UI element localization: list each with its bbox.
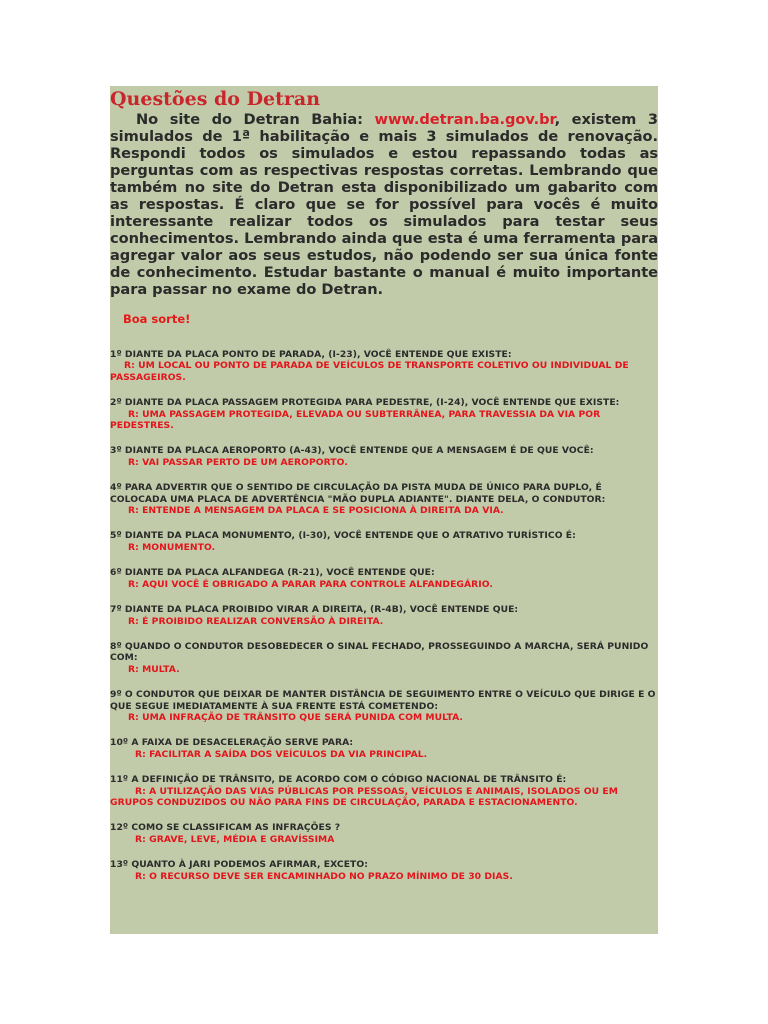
question-text: 6º DIANTE DA PLACA ALFANDEGA (R-21), VOCÊ ENTENDE QUE:	[110, 567, 435, 579]
question-text: 5º DIANTE DA PLACA MONUMENTO, (I-30), VOCÊ ENTENDE QUE O ATRATIVO TURÍSTICO É:	[110, 530, 576, 542]
answer-text: R: GRAVE, LEVE, MÉDIA E GRAVÍSSIMA	[135, 833, 335, 845]
answer-text: R: UMA PASSAGEM PROTEGIDA, ELEVADA OU SUBTERRÂNEA, PARA TRAVESSIA DA VIA POR PEDESTRES.	[110, 408, 601, 432]
question-item	[110, 689, 658, 723]
question-item	[110, 349, 658, 383]
question-item	[110, 530, 658, 553]
answer-text: R: UMA INFRAÇÃO DE TRÂNSITO QUE SERÁ PUNIDA COM MULTA.	[128, 711, 463, 723]
intro-paragraph	[110, 111, 658, 298]
question-list	[110, 349, 658, 882]
answer-text: R: A UTILIZAÇÃO DAS VIAS PÚBLICAS POR PESSOAS, VEÍCULOS E ANIMAIS, ISOLADOS OU EM GRUPOS CONDUZIDOS OU NÃO PARA FINS DE CIRCULAÇÃO, PARADA E ESTACIONAMENTO.	[110, 785, 618, 808]
answer-text: R: VAI PASSAR PERTO DE UM AEROPORTO.	[128, 456, 348, 468]
good-luck-text: Boa sorte!	[123, 312, 191, 326]
intro-text-rest: , existem 3 simulados de 1ª habilitação e mais 3 simulados de renovação. Respondi todos os simulados e estou repassando todas as perguntas com as respectivas respostas corretas. Lembrando que também no site do Detran esta disponibilizado um gabarito com as respostas. É claro que se for possível para vocês é muito interessante realizar todos os simulados para testar seus conhecimentos. Lembrando ainda que esta é uma ferramenta para agregar valor aos seus estudos, não podendo ser sua única fonte de conhecimento. Estudar bastante o manual é muito importante para passar no exame do Detran.	[110, 111, 658, 298]
answer-text: R: AQUI VOCÊ É OBRIGADO A PARAR PARA CONTROLE ALFANDEGÁRIO.	[128, 578, 493, 590]
question-text: 8º QUANDO O CONDUTOR DESOBEDECER O SINAL FECHADO, PROSSEGUINDO A MARCHA, SERÁ PUNIDO COM:	[110, 640, 649, 664]
question-item	[110, 737, 658, 760]
question-text: 13º QUANTO À JARI PODEMOS AFIRMAR, EXCETO:	[110, 859, 368, 871]
answer-text: R: MULTA.	[128, 663, 180, 675]
question-item	[110, 822, 658, 845]
answer-text: R: ENTENDE A MENSAGEM DA PLACA E SE POSICIONA À DIREITA DA VIA.	[128, 505, 504, 517]
question-item	[110, 445, 658, 468]
answer-text: R: MONUMENTO.	[128, 541, 216, 553]
question-item	[110, 567, 658, 590]
question-text: 2º DIANTE DA PLACA PASSAGEM PROTEGIDA PARA PEDESTRE, (I-24), VOCÊ ENTENDE QUE EXISTE:	[110, 397, 620, 409]
question-text: 9º O CONDUTOR QUE DEIXAR DE MANTER DISTÂNCIA DE SEGUIMENTO ENTRE O VEÍCULO QUE DIRIGE E O QUE SEGUE IMEDIATAMENTE À SUA FRENTE ESTÁ COMETENDO:	[110, 689, 656, 712]
question-text: 3º DIANTE DA PLACA AEROPORTO (A-43), VOCÊ ENTENDE QUE A MENSAGEM É DE QUE VOCÊ:	[110, 445, 594, 457]
answer-text: R: É PROIBIDO REALIZAR CONVERSÃO À DIREITA.	[128, 615, 384, 627]
question-text: 11º A DEFINIÇÃO DE TRÂNSITO, DE ACORDO COM O CÓDIGO NACIONAL DE TRÂNSITO É:	[110, 774, 567, 786]
question-item	[110, 397, 658, 431]
question-item	[110, 604, 658, 627]
page-title: Questões do Detran	[110, 88, 321, 110]
question-text: 4º PARA ADVERTIR QUE O SENTIDO DE CIRCULAÇÃO DA PISTA MUDA DE ÚNICO PARA DUPLO, É COLOCADA UMA PLACA DE ADVERTÊNCIA "MÃO DUPLA ADIANTE". DIANTE DELA, O CONDUTOR:	[110, 482, 606, 505]
question-text: 12º COMO SE CLASSIFICAM AS INFRAÇÕES ?	[110, 822, 341, 834]
answer-text: R: UM LOCAL OU PONTO DE PARADA DE VEÍCULOS DE TRANSPORTE COLETIVO OU INDIVIDUAL DE PASSAGEIROS.	[110, 360, 629, 383]
detran-site-link[interactable]: www.detran.ba.gov.br	[374, 111, 555, 128]
answer-text: R: FACILITAR A SAÍDA DOS VEÍCULOS DA VIA PRINCIPAL.	[135, 748, 428, 760]
question-text: 10º A FAIXA DE DESACELERAÇÃO SERVE PARA:	[110, 737, 354, 749]
answer-text: R: O RECURSO DEVE SER ENCAMINHADO NO PRAZO MÍNIMO DE 30 DIAS.	[135, 870, 513, 882]
intro-text-start: No site do Detran Bahia:	[136, 111, 375, 128]
question-text: 1º DIANTE DA PLACA PONTO DE PARADA, (I-23), VOCÊ ENTENDE QUE EXISTE:	[110, 349, 512, 360]
question-item	[110, 641, 658, 675]
document-page	[110, 86, 658, 934]
question-item	[110, 859, 658, 882]
question-item	[110, 482, 658, 516]
question-item	[110, 774, 658, 808]
question-text: 7º DIANTE DA PLACA PROIBIDO VIRAR A DIREITA, (R-4B), VOCÊ ENTENDE QUE:	[110, 604, 519, 616]
